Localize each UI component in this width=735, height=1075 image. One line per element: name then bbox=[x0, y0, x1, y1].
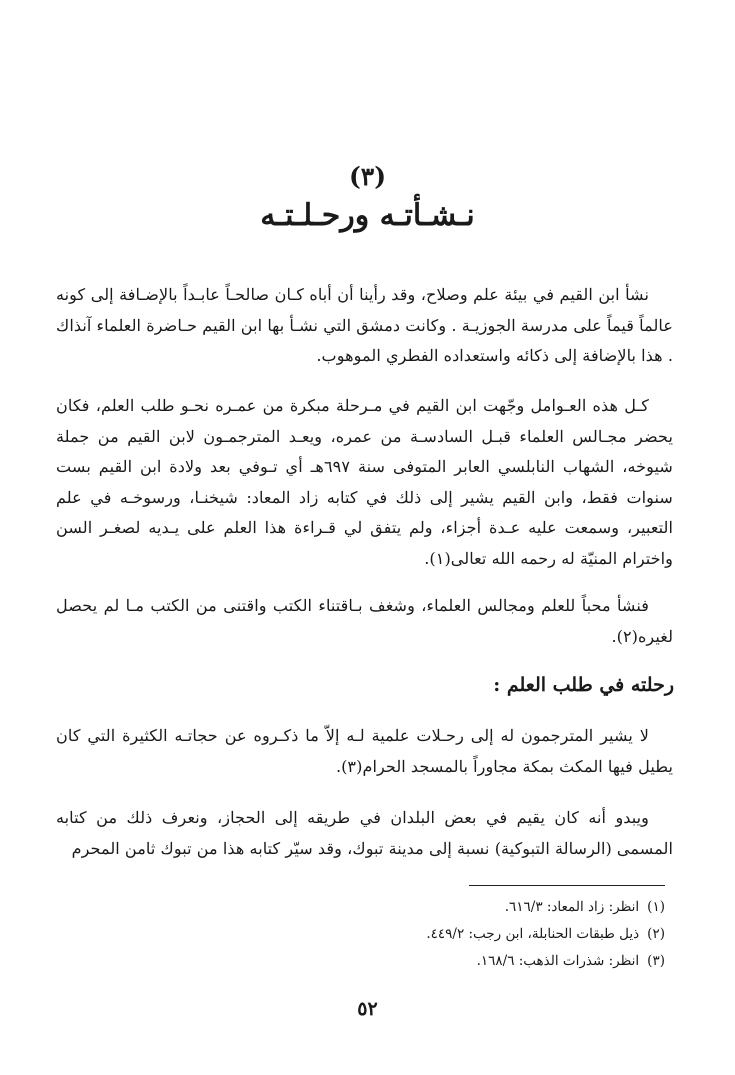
paragraph-travels: لا يشير المترجمون له إلى رحـلات علمية لـه إلاّ ما ذكـروه عن حجاتـه الكثيرة التي كان يطيل فيها المكث بمكة مجاوراً بالمسجد الحرام(٣). bbox=[56, 726, 673, 776]
paragraph-book-love: فنشأ محباً للعلم ومجالس العلماء، وشغف بـاقتناء الكتب واقتنى من الكتب مـا لم يحصل لغيره(٢). bbox=[56, 596, 673, 646]
footnote-item bbox=[265, 921, 665, 948]
section-heading: رحلته في طلب العلم : bbox=[493, 674, 674, 696]
footnote-item bbox=[265, 948, 665, 975]
footnote-number: (٣) bbox=[647, 953, 665, 969]
footnote-item bbox=[265, 894, 665, 921]
footnote-number: (١) bbox=[647, 899, 665, 915]
footnote-text: انظر: شذرات الذهب: ١٦٨/٦. bbox=[476, 953, 640, 969]
chapter-number: (٣) bbox=[348, 162, 387, 191]
paragraph-upbringing: نشأ ابن القيم في بيئة علم وصلاح، وقد رأينا أن أباه كـان صالحـاً عابـداً بالإضـافة إلى كونه عالماً قيماً على مدرسة الجوزيـة . وكانت دمشق التي نشـأ بها ابن القيم حـاضرة العلماء آنذاك . هذا بالإضافة إلى ذكائه واستعداده الفطري الموهوب. bbox=[56, 285, 673, 365]
footnote-text: انظر: زاد المعاد: ٦١٦/٣. bbox=[504, 899, 640, 915]
chapter-title: نـشـأتـه ورحـلـتـه bbox=[260, 198, 475, 233]
footnote-number: (٢) bbox=[647, 926, 665, 942]
paragraph-tabuk: ويبدو أنه كان يقيم في بعض البلدان في طريقه إلى الحجاز، ونعرف ذلك من كتابه المسمى (الرسالة التبوكية) نسبة إلى مدينة تبوك، وقد سيّر كتابه هذا من تبوك ثامن المحرم bbox=[56, 808, 673, 858]
footnote-divider bbox=[469, 885, 665, 886]
footnotes bbox=[265, 894, 665, 975]
page-number: ٥٢ bbox=[357, 998, 378, 1020]
paragraph-early-study: كـل هذه العـوامل وجّهت ابن القيم في مـرحلة مبكرة من عمـره نحـو طلب العلم، فكان يحضر مجـالس العلماء قبـل السادسـة من عمره، ويعـد المترجمـون لابن القيم من جملة شيوخه، الشهاب النابلسي العابر المتوفى سنة ٦٩٧هـ أي تـوفي بعد ولادة ابن القيم بست سنوات فقط، وابن القيم يشير إلى ذلك في كتابه زاد المعاد: شيخنـا، ورسوخـه في علم التعبير، وسمعت عليه عـدة أجزاء، ولم يتفق لي قـراءة هذا العلم على يـديه لصغـر السن واخترام المنيّة له رحمه الله تعالى(١). bbox=[56, 396, 673, 568]
footnote-text: ذيل طبقات الحنابلة، ابن رجب: ٤٤٩/٢. bbox=[426, 926, 640, 942]
